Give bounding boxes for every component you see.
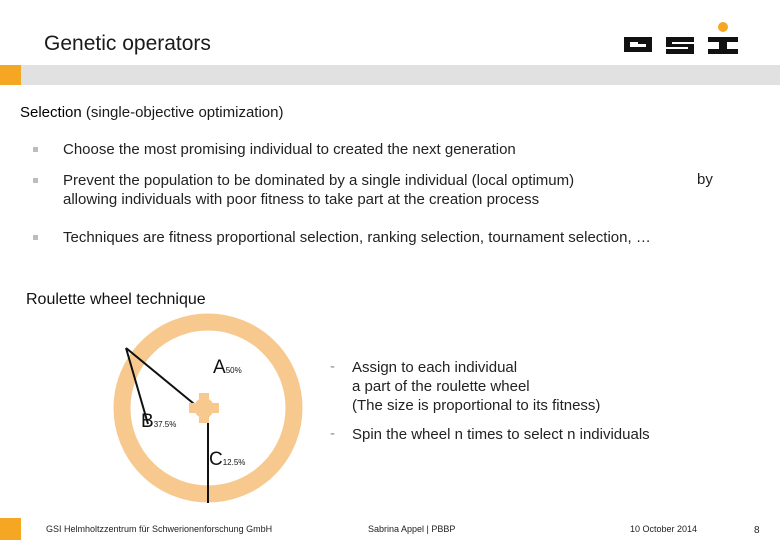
bullet-2: Prevent the population to be dominated by a single individual (local optimum) allowing individuals with poor fitness to take part at the creation process — [63, 172, 575, 208]
dash-marker: - — [330, 425, 335, 442]
section-heading-bold: Selection — [20, 104, 82, 121]
roulette-point-2: Spin the wheel n times to select n individuals — [352, 426, 650, 443]
roulette-point-1: Assign to each individual a part of the roulette wheel (The size is proportional to its fitness) — [352, 359, 601, 414]
gsi-logo — [622, 20, 740, 56]
segment-label-b: B37.5% — [141, 411, 177, 432]
slide-title: Genetic operators — [44, 32, 211, 55]
segment-label-c: C12.5% — [209, 449, 246, 470]
section-heading-rest: (single-objective optimization) — [81, 104, 284, 121]
accent-band — [0, 65, 21, 85]
footer-org: GSI Helmholtzzentrum für Schwerionenforschung GmbH — [46, 524, 273, 534]
bullet-square — [33, 178, 38, 183]
footer-date: 10 October 2014 — [630, 524, 698, 534]
stray-text: by — [697, 171, 713, 188]
segment-label-a: A50% — [213, 357, 242, 378]
dash-marker: - — [330, 358, 335, 375]
wheel-hub — [189, 393, 219, 423]
footer-accent — [0, 518, 21, 540]
wheel-divider-a — [126, 348, 199, 408]
bullet-square — [33, 147, 38, 152]
header-band — [21, 65, 780, 85]
roulette-title: Roulette wheel technique — [26, 291, 206, 308]
bullet-1: Choose the most promising individual to created the next generation — [63, 141, 516, 158]
footer-author: Sabrina Appel | PBBP — [368, 524, 456, 534]
bullet-3: Techniques are fitness proportional selection, ranking selection, tournament selection, … — [63, 229, 651, 246]
bullet-square — [33, 235, 38, 240]
section-heading — [20, 104, 283, 121]
page-number: 8 — [754, 525, 760, 536]
roulette-wheel — [100, 315, 320, 525]
